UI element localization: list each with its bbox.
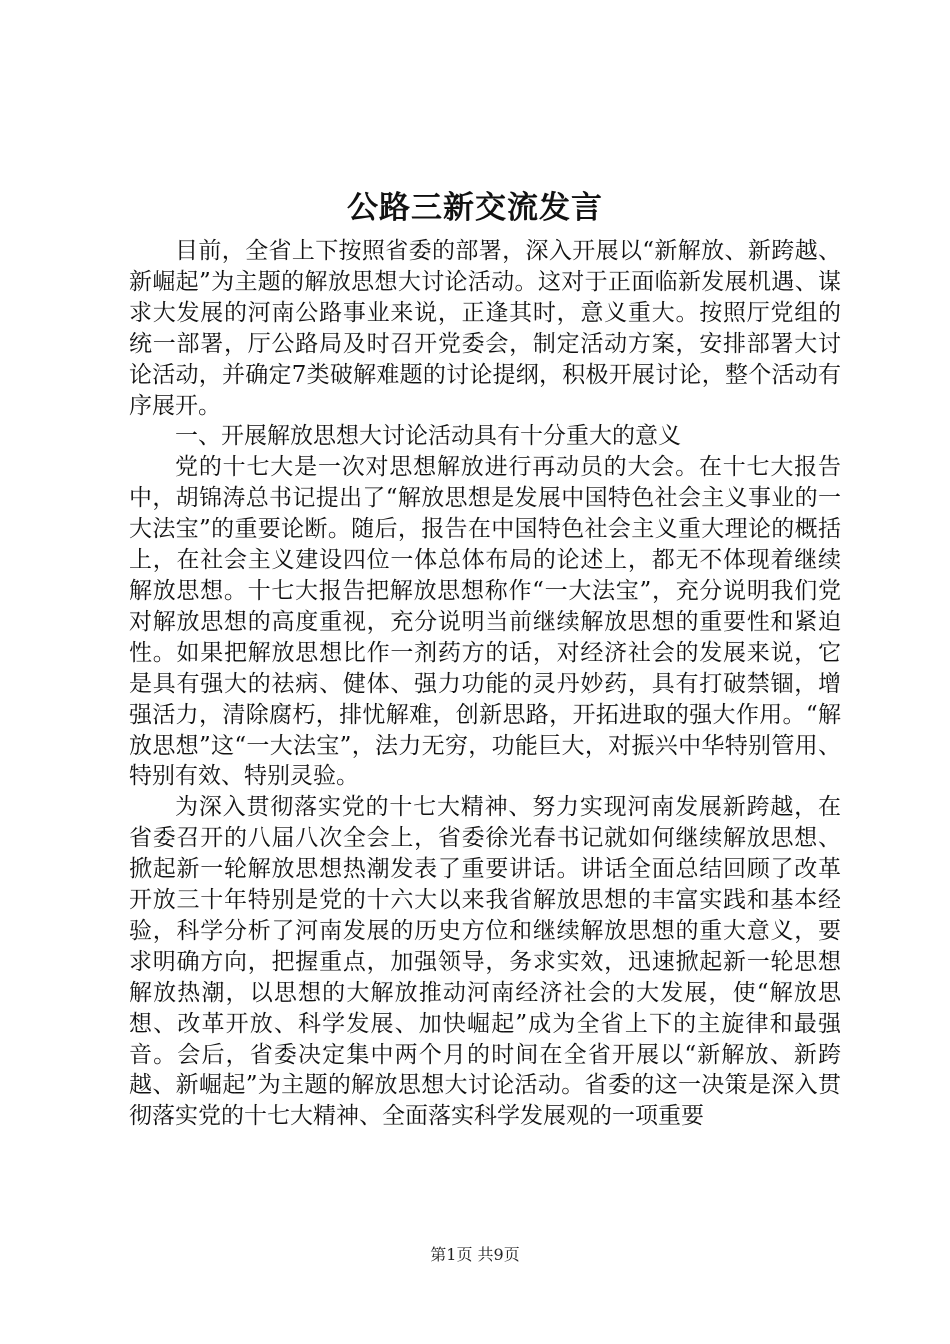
document-body	[129, 236, 841, 1132]
document-title: 公路三新交流发言	[347, 190, 603, 226]
section-heading-1: 一、开展解放思想大讨论活动具有十分重大的意义	[175, 423, 681, 450]
paragraph-intro: 目前，全省上下按照省委的部署，深入开展以“新解放、新跨越、新崛起”为主题的解放思想大讨论活动。这对于正面临新发展机遇、谋求大发展的河南公路事业来说，正逢其时，意义重大。按照厅党组的统一部署，厅公路局及时召开党委会，制定活动方案，安排部署大讨论活动，并确定7类破解难题的讨论提纲，积极开展讨论，整个活动有序展开。	[129, 238, 841, 419]
paragraph-implementation: 为深入贯彻落实党的十七大精神、努力实现河南发展新跨越，在省委召开的八届八次全会上，省委徐光春书记就如何继续解放思想、掀起新一轮解放思想热潮发表了重要讲话。讲话全面总结回顾了改革开放三十年特别是党的十六大以来我省解放思想的丰富实践和基本经验，科学分析了河南发展的历史方位和继续解放思想的重大意义，要求明确方向，把握重点，加强领导，务求实效，迅速掀起新一轮思想解放热潮，以思想的大解放推动河南经济社会的大发展，使“解放思想、改革开放、科学发展、加快崛起”成为全省上下的主旋律和最强音。会后，省委决定集中两个月的时间在全省开展以“新解放、新跨越、新崛起”为主题的解放思想大讨论活动。省委的这一决策是深入贯彻落实党的十七大精神、全面落实科学发展观的一项重要	[129, 794, 841, 1130]
paragraph-significance: 党的十七大是一次对思想解放进行再动员的大会。在十七大报告中，胡锦涛总书记提出了“解放思想是发展中国特色社会主义事业的一大法宝”的重要论断。随后，报告在中国特色社会主义重大理论的概括上，在社会主义建设四位一体总体布局的论述上，都无不体现着继续解放思想。十七大报告把解放思想称作“一大法宝”，充分说明我们党对解放思想的高度重视，充分说明当前继续解放思想的重要性和紧迫性。如果把解放思想比作一剂药方的话，对经济社会的发展来说，它是具有强大的祛病、健体、强力功能的灵丹妙药，具有打破禁锢，增强活力，清除腐朽，排忧解难，创新思路，开拓进取的强大作用。“解放思想”这“一大法宝”，法力无穷，功能巨大，对振兴中华特别管用、特别有效、特别灵验。	[129, 454, 841, 790]
page-number-footer: 第1页 共9页	[430, 1245, 520, 1264]
